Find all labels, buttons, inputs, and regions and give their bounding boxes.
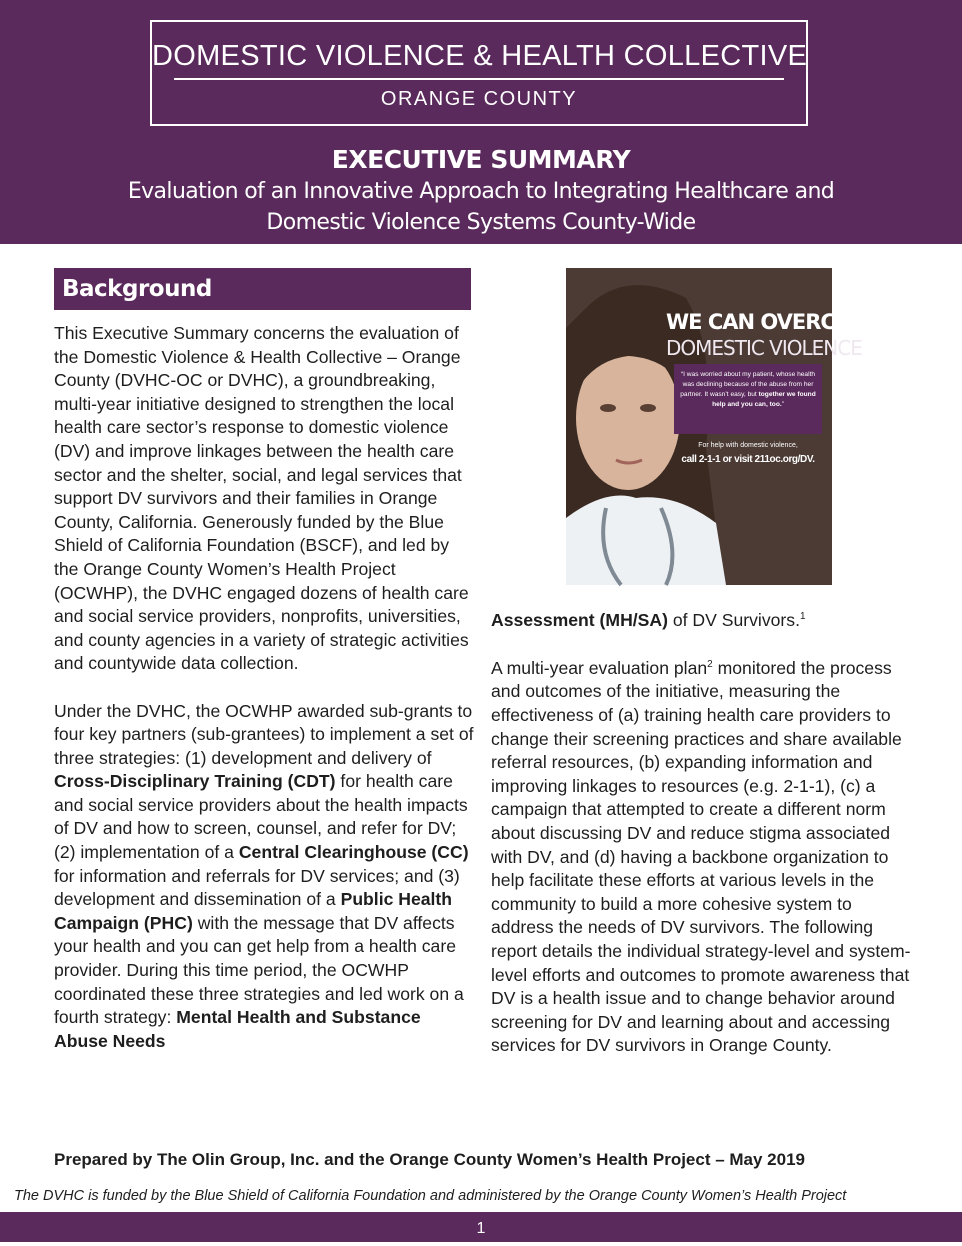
text-run: for health care and social service providers about the health impacts of DV and how to screen, counsel, and refer for DV; (2) implementation of a (54, 771, 468, 863)
strategy-mhsa: Mental Health and Substance Abuse Needs (54, 1007, 421, 1051)
strategy-mhsa-cont: Assessment (MH/SA) (491, 609, 668, 630)
footnote-ref-2: 2 (707, 659, 713, 670)
poster-help-text: For help with domestic violence, (698, 442, 798, 449)
header-banner (0, 0, 962, 244)
poster-call-text: call 2-1-1 or visit 211oc.org/DV. (681, 454, 815, 465)
text-run: monitored the process and outcomes of the initiative, measuring the effectiveness of (a) training health care providers to change their screening practices and share available referral resources, (b) expanding information and improving linkages to resources (e.g. 2-1-1), (c) a campaign that attempted to create a different norm about discussing DV and reduce stigma associated with DV, and (d) having a backbone organization to help facilitate these efforts at various levels in the community to build a more cohesive system to address the needs of DV survivors. The following report details the individual strategy-level and system-level efforts and outcomes to promote awareness that DV is a health issue and to change behavior around screening for DV and learning about and accessing services for DV survivors in Orange County. (491, 657, 911, 1056)
funding-note: The DVHC is funded by the Blue Shield of California Foundation and administered by the Orange County Women’s Health Project (14, 1188, 847, 1204)
strategy-cc: Central Clearinghouse (CC) (238, 842, 469, 863)
strategy-phc: Public Health Campaign (PHC) (54, 889, 453, 933)
page-title: EXECUTIVE SUMMARY (331, 145, 631, 174)
prepared-by: Prepared by The Olin Group, Inc. and the Orange County Women’s Health Project – May 2019 (54, 1150, 806, 1169)
poster-quote (674, 364, 822, 434)
poster-headline-1: WE CAN OVERCOME (666, 310, 885, 334)
left-column (54, 322, 474, 1053)
poster-headline-2: DOMESTIC VIOLENCE (666, 336, 862, 360)
text-run: ” (781, 401, 784, 408)
footnote-ref-1: 1 (799, 611, 806, 622)
footer-bar (0, 1212, 962, 1242)
text-run: “I was worried about my patient, whose health was declining because of the abuse from her partner. It wasn’t easy, but (680, 371, 816, 398)
text-run: with the message that DV affects your health and you can get help from a health care provider. During this time period, the OCWHP coordinated these three strategies and led work on a fourth strategy: (54, 912, 464, 1028)
text-run: A multi-year evaluation plan (491, 657, 708, 678)
page-number: 1 (476, 1220, 486, 1237)
right-column-continuation (491, 605, 911, 632)
org-divider (174, 78, 784, 80)
campaign-poster-image (566, 268, 885, 585)
org-subtitle: ORANGE COUNTY (380, 88, 578, 110)
text-run: Under the DVHC, the OCWHP awarded sub-grants to four key partners (sub-grantees) to implement a set of three strategies: (1) development and delivery of (54, 700, 474, 768)
text-run: of DV Survivors. (667, 609, 800, 630)
text-run: for information and referrals for DV services; and (3) development and dissemination of a (54, 865, 460, 910)
strategy-cdt: Cross-Disciplinary Training (CDT) (54, 771, 336, 792)
right-column (491, 653, 911, 1058)
background-paragraph-1: This Executive Summary concerns the evaluation of the Domestic Violence & Health Collective – Orange County (DVHC-OC or DVHC), a groundbreaking, multi-year initiative designed to strengthen the local health care sector’s response to domestic violence (DV) and improve linkages between the health care sector and the shelter, social, and legal services that support DV survivors and their families in Orange County, California. Generously funded by the Blue Shield of California Foundation (BSCF), and led by the Orange County Women’s Health Project (OCWHP), the DVHC engaged dozens of health care and social service providers, nonprofits, universities, and county agencies in a variety of strategic activities and countywide data collection. (54, 323, 469, 674)
page-subtitle: Evaluation of an Innovative Approach to Integrating Healthcare and Domestic Violence Systems County-Wide (127, 179, 835, 235)
text-run: together we found help and you can, too. (712, 391, 816, 408)
org-title-box (150, 20, 808, 126)
background-heading: Background (54, 268, 471, 310)
evaluation-paragraph (491, 653, 911, 1058)
org-name: DOMESTIC VIOLENCE & HEALTH COLLECTIVE (152, 40, 808, 72)
continuation-line (491, 605, 911, 632)
background-paragraph-2 (54, 700, 474, 1054)
